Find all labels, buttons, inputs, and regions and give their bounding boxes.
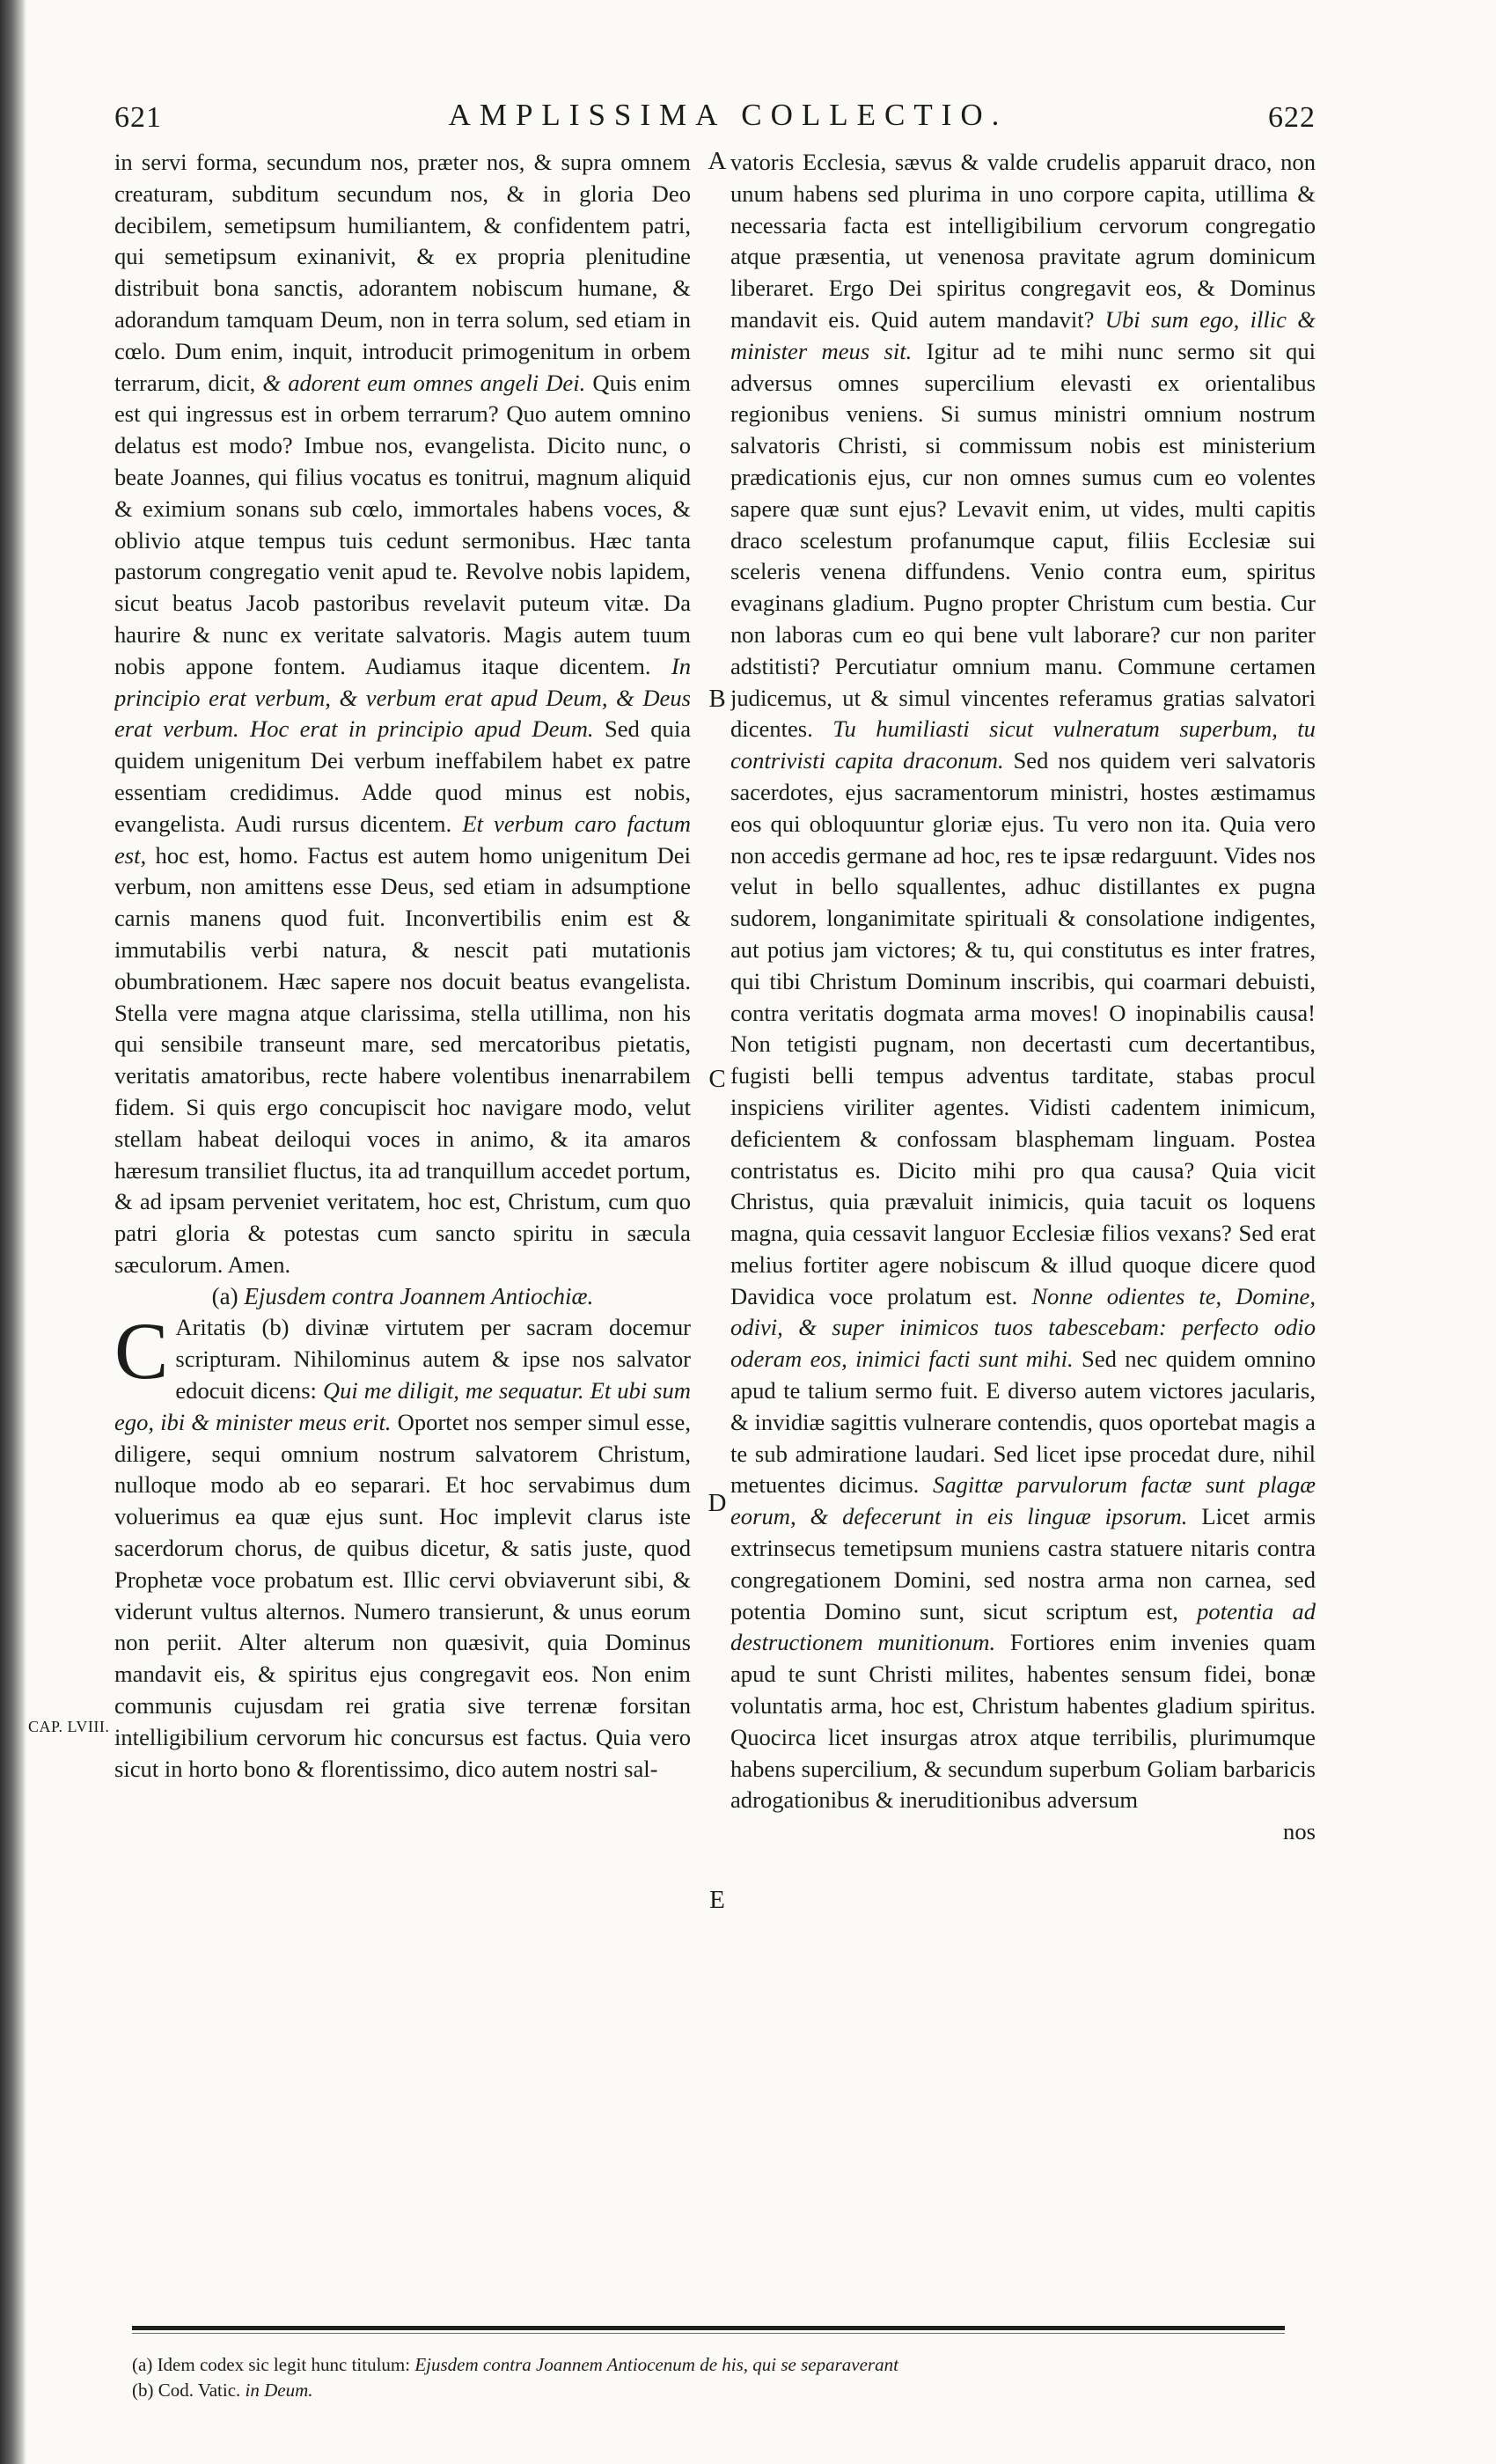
italic-run: Et verbum caro factum est, [114,810,691,869]
text-run: Sed nos quidem veri salvatoris sacerdotes, ejus sacramentorum ministri, hostes æstimamus eos qui obloquuntur gloriæ ejus. Tu vero non ita. Quia vero non accedis germane ad hoc, res te ipsæ redarguunt. Vides nos velut in bello squallentes, adhuc distillantes ex pugna sudorem, longanimitate spirituali & consolatione indigentes, aut potius jam victores; & tu, qui constitutus es inter fratres, qui tibi Christum Dominum inscribis, qui coarmari debuisti, contra veritatis dogmata arma moves! O inopinabilis causa! Non tetigisti pugnam, non decertasti cum decertantibus, fugisti belli tempus adventus tarditate, stabas procul inspiciens viriliter agentes. Vidisti cadentem inimicum, deficientem & confossam blasphemam linguam. Postea contristatus es. Dicito mihi pro qua causa? Quia vicit Christus, quia prævaluit inimicis, quia tacuit os loquens magna, quia cessavit languor Ecclesiæ filios vexans? Sed erat melius fortiter agere nobiscum & illud quoque dicere quod Davidica voce prolatum est. [730,747,1316,1309]
text-run: Licet armis extrinsecus temetipsum muniens castra statuere nitaris contra congregationem Domini, sed nostra arma non carnea, sed potentia Domino sunt, sicut scriptum est, [730,1503,1316,1624]
italic-run: & adorent eum omnes angeli Dei. [262,369,586,396]
footnote-a [132,2352,1302,2378]
text-run: hoc est, homo. Factus est autem homo unigenitum Dei verbum, non amittens esse Deus, sed etiam in adsumptione carnis manens quod fuit. Inconvertibilis enim est & immutabilis verbi natura, & nescit pati mutationis obumbrationem. Hæc sapere nos docuit beatus evangelista. Stella vere magna atque clarissima, stella utillima, non his qui sensibile transeunt mare, sed mercatoribus pietatis, veritatis amatoribus, recte habere volentibus inenarrabilem fidem. Si quis ergo concupiscit hoc navigare modo, velut stellam habeat deiloqui voces in animo, & ita amaros hæresum transiliet fluctus, ita ad tranquillum accedet portum, & ad ipsam perveniet veritatem, hoc est, Christum, cum quo patri gloria & potestas cum sancto spiritu in sæcula sæculorum. Amen. [114,841,691,1278]
text-run: Quis enim est qui ingressus est in orbem terrarum? Quo autem omnino delatus est modo? Imbue nos, evangelista. Dicito nunc, o beate Joannes, qui filius vocatus es tonitrui, magnum aliquid & eximium sonans sub cœlo, immortales habens voces, & oblivio atque tempus tuis cedunt sermonibus. Hæc tanta pastorum congregatio venit apud te. Revolve nobis lapidem, sicut beatus Jacob pastoribus revelavit puteum vitæ. Da haurire & nunc ex veritate salvatoris. Magis autem tuum nobis appone fontem. Audiamus itaque dicentem. [114,369,691,679]
section-heading-text: Ejusdem contra Joannem Antiochiæ. [244,1282,594,1309]
footnote-ref-a: (a) [211,1282,238,1309]
footnote-rule-thin [132,2333,1285,2334]
running-head [114,92,1316,136]
page-number-left: 621 [114,101,162,134]
paragraph-left-2 [114,1306,691,1785]
section-heading [114,1281,691,1313]
footnotes [132,2352,1302,2403]
text-run: Aritatis (b) divinæ virtutem per sacram docemur scripturam. Nihilominus autem & ipse nos salvator edocuit dicens: [175,1314,691,1404]
running-title: AMPLISSIMA COLLECTIO. [448,98,1008,132]
footnote-italic: in Deum. [245,2380,313,2401]
gutter-letter-c: C [708,1065,726,1093]
footnote-rule [132,2326,1285,2330]
text-run: vatoris Ecclesia, sævus & valde crudelis apparuit draco, non unum habens sed plurima in uno corpore capita, utillima & necessaria facta est intelligibilium cervorum congregatio atque præsentia, ut venenosa pravitate agrum dominicum liberaret. Ergo Dei spiritus congregavit eos, & Dominus mandavit eis. Quid autem mandavit? [730,149,1316,333]
gutter-letter-b: B [708,685,726,713]
column-right [730,147,1316,2312]
gutter-letter-d: D [708,1489,727,1517]
paragraph-left-1 [114,147,691,1281]
footnote-mark: (a) [132,2354,153,2375]
italic-run: Sagittæ parvulorum factæ sunt plagæ eorum, & defecerunt in eis linguæ ipsorum. [730,1471,1316,1530]
footnote-text: Idem codex sic legit hunc titulum: [157,2354,411,2375]
paragraph-right-1 [730,147,1316,1816]
text-run: Fortiores enim invenies quam apud te sunt Christi milites, habentes sensum fidei, bonæ voluntatis arma, hoc est, Christum habentes gladium spiritus. Quocirca licet insurgas atrox atque terribilis, plurimumque habens supercilium, & secundum superbum Goliam barbaricis adrogationibus & ineruditionibus adversum [730,1629,1316,1814]
text-run: Sed quia quidem unigenitum Dei verbum ineffabilem habet ex patre essentiam credidimus. Adde quod minus est nobis, evangelista. Audi rursus dicentem. [114,715,691,837]
italic-run: Nonne odientes te, Domine, odivi, & super inimicos tuos tabescebam: perfecto odio oderam eos, inimici facti sunt mihi. [730,1282,1316,1373]
text-run: Sed nec quidem omnino apud te talium sermo fuit. E diverso autem victores jacularis, & invidiæ sagittis vulnerare contendis, quos oportebat magis a te sub admiratione laudari. Sed licet ipse procedat dure, nihil metuentes dicimus. [730,1346,1316,1499]
page-number-right: 622 [1268,101,1316,134]
gutter-letter-a: A [708,147,727,175]
italic-run: Qui me diligit, me sequatur. Et ubi sum ego, ibi & minister meus erit. [114,1377,691,1435]
text-run: in servi forma, secundum nos, præter nos, & supra omnem creaturam, subditum secundum nos, & in gloria Deo decibilem, semetipsum humiliantem, & confidentem patri, qui semetipsum exinanivit, & ex propria plenitudine distribuit bona sanctis, adorantem nobiscum humane, & adorandum tamquam Deum, non in terra solum, sed etiam in cœlo. Dum enim, inquit, introducit primogenitum in orbem terrarum, dicit, [114,149,691,396]
gutter-letter-e: E [709,1886,725,1914]
footnote-text: Cod. Vatic. [158,2380,241,2401]
italic-run: Tu humiliasti sicut vulneratum superbum, tu contrivisti capita draconum. [730,715,1316,774]
italic-run: Ubi sum ego, illic & minister meus sit. [730,305,1316,364]
footnote-b [132,2378,1302,2403]
footnote-mark: (b) [132,2380,154,2401]
binding-shadow [0,0,26,2464]
book-page [28,92,1316,2416]
catch-word: nos [1283,1818,1316,1845]
drop-cap: C [114,1306,169,1397]
column-left [114,147,691,2312]
text-run: Oportet nos semper simul esse, diligere, sequi omnium nostrum salvatorem Christum, nulloque modo ab eo separari. Et hoc servabimus dum voluerimus ea quæ ejus sunt. Hoc implevit clarus iste sacerdorum chorus, de quibus dicetur, & satis juste, quod Prophetæ voce probatum est. Illic cervi obviaverunt sibi, & viderunt vultus alternos. Numero transierunt, & unus eorum non periit. Alter alterum non quæsivit, quia Dominus mandavit eis, & spiritus ejus congregavit eos. Non enim communis cujusdam rei gratia sive terrenæ forsitan intelligibilium cervorum hic concursus est factus. Quia vero sicut in horto bono & florentissimo, dico autem nostri sal- [114,1408,691,1782]
footnote-italic: Ejusdem contra Joannem Antiocenum de his, qui se separaverant [414,2354,898,2375]
italic-run: In principio erat verbum, & verbum erat apud Deum, & Deus erat verbum. Hoc erat in principio apud Deum. [114,652,691,743]
italic-run: potentia ad destructionem munitionum. [730,1597,1316,1656]
text-run: Igitur ad te mihi nunc sermo sit qui adversus omnes supercilium elevasti ex orientalibus regionibus veniens. Si sumus ministri omnium nostrum salvatoris Christi, si commissum nobis est ministerium prædicationis ejus, cur non omnes sumus cum eo volentes sapere quæ sunt ejus? Levavit enim, ut vides, multi capitis draco scelestum profanumque caput, filiis Ecclesiæ sui sceleris venena diffundens. Venio contra eum, spiritus evaginans gladium. Pugno propter Christum cum bestia. Cur non laboras cum eo qui bene vult laborare? cur non pariter adstitisti? Percutiatur omnium manu. Commune certamen judicemus, ut & simul vincentes referamus gratias salvatori dicentes. [730,337,1316,743]
margin-note-chapter: CAP. LVIII. [28,1718,110,1735]
